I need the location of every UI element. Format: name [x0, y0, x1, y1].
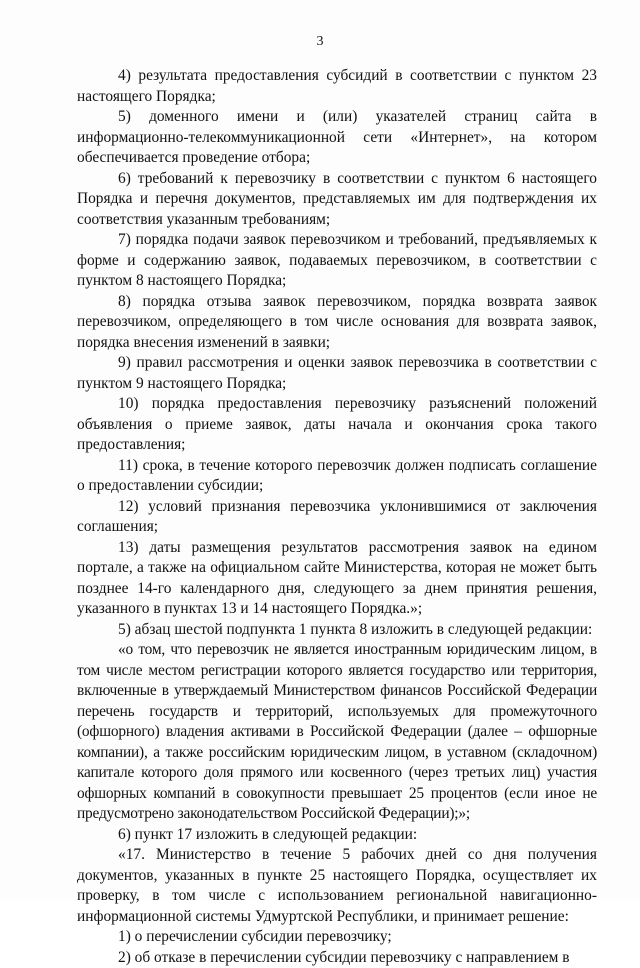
paragraph-item-9: 9) правил рассмотрения и оценки заявок перевозчика в соответствии с пунктом 9 настоящего Порядка; [77, 353, 597, 394]
paragraph-item-11: 11) срока, в течение которого перевозчик должен подписать соглашение о предоставлении субсидии; [77, 456, 597, 497]
paragraph-item-8: 8) порядка отзыва заявок перевозчиком, порядка возврата заявок перевозчиком, определяющего в том числе основания для возврата заявок, порядка внесения изменений в заявки; [77, 292, 597, 354]
paragraph-item-7: 7) порядка подачи заявок перевозчиком и требований, предъявляемых к форме и содержанию заявок, подаваемых перевозчиком, в соответствии с пунктом 8 настоящего Порядка; [77, 230, 597, 292]
paragraph-item-12: 12) условий признания перевозчика уклонившимися от заключения соглашения; [77, 497, 597, 538]
decision-item-2: 2) об отказе в перечислении субсидии перевозчику с направлением в [77, 948, 597, 968]
paragraph-item-4: 4) результата предоставления субсидий в соответствии с пунктом 23 настоящего Порядка; [77, 66, 597, 107]
document-body [77, 66, 597, 968]
amendment-point-5: 5) абзац шестой подпункта 1 пункта 8 изложить в следующей редакции: [77, 620, 597, 641]
paragraph-item-13: 13) даты размещения результатов рассмотрения заявок на едином портале, а также на официальном сайте Министерства, которая не может быть позднее 14-го календарного дня, следующего за днем принятия решения, указанного в пунктах 13 и 14 настоящего Порядка.»; [77, 538, 597, 620]
page-number: 3 [0, 34, 640, 50]
paragraph-item-5: 5) доменного имени и (или) указателей страниц сайта в информационно-телекоммуникационной сети «Интернет», на котором обеспечивается проведение отбора; [77, 107, 597, 169]
quoted-clause-offshore: «о том, что перевозчик не является иностранным юридическим лицом, в том числе местом регистрации которого является государство или территория, включенные в утверждаемый Министерством финансов Российской Федерации перечень государств и территорий, используемых для промежуточного (офшорного) владения активами в Российской Федерации (далее – офшорные компании), а также российским юридическим лицом, в уставном (складочном) капитале которого доля прямого или косвенного (через третьих лиц) участия офшорных компаний в совокупности превышает 25 процентов (если иное не предусмотрено законодательством Российской Федерации);»; [77, 640, 597, 825]
paragraph-item-6: 6) требований к перевозчику в соответствии с пунктом 6 настоящего Порядка и перечня документов, представляемых им для подтверждения их соответствия указанным требованиям; [77, 169, 597, 231]
decision-item-1: 1) о перечислении субсидии перевозчику; [77, 927, 597, 948]
paragraph-item-10: 10) порядка предоставления перевозчику разъяснений положений объявления о приеме заявок, даты начала и окончания срока такого предоставления; [77, 394, 597, 456]
quoted-clause-17: «17. Министерство в течение 5 рабочих дней со дня получения документов, указанных в пункте 25 настоящего Порядка, осуществляет их проверку, в том числе с использованием региональной навигационно-информационной системы Удмуртской Республики, и принимает решение: [77, 845, 597, 927]
amendment-point-6: 6) пункт 17 изложить в следующей редакции: [77, 825, 597, 846]
